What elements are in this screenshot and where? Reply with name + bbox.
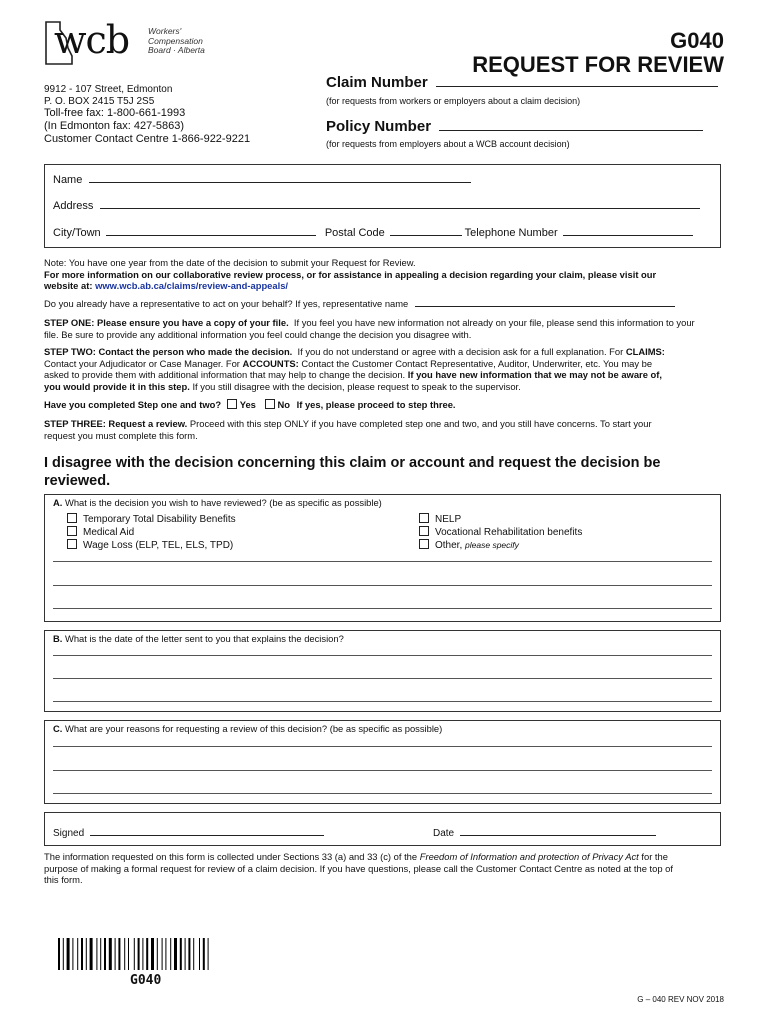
privacy-act: Freedom of Information and protection of Privacy Act xyxy=(419,851,639,862)
step-one-title: STEP ONE: Please ensure you have a copy of your file. xyxy=(44,317,289,328)
city-label: City/Town xyxy=(53,227,101,239)
option-wage-loss-label: Wage Loss (ELP, TEL, ELS, TPD) xyxy=(83,540,234,551)
barcode-bar xyxy=(151,938,154,970)
privacy-line-2: purpose of making a formal request for review of a claim decision. If you have questions, please call the Customer Contact Centre as noted at the top of xyxy=(44,862,673,874)
policy-number-field[interactable] xyxy=(439,121,703,131)
option-medical-aid-label: Medical Aid xyxy=(83,527,135,538)
logo-line-3: Board · Alberta xyxy=(148,45,205,55)
option-wage-loss[interactable] xyxy=(67,539,236,552)
privacy-line-1a: The information requested on this form is collected under Sections 33 (a) and 33 (c) of the xyxy=(44,851,418,862)
barcode-bar xyxy=(174,938,177,970)
section-a-question: What is the decision you wish to have reviewed? (be as specific as possible) xyxy=(64,497,382,508)
barcode-bar xyxy=(170,938,171,970)
section-b-line-1[interactable] xyxy=(53,655,712,656)
option-ttd-label: Temporary Total Disability Benefits xyxy=(83,514,236,525)
name-label: Name xyxy=(53,174,83,186)
website-label: website at: xyxy=(44,280,93,291)
option-vocational-label: Vocational Rehabilitation benefits xyxy=(435,527,583,538)
address-field[interactable] xyxy=(100,199,700,209)
section-c-line-2[interactable] xyxy=(53,770,712,771)
option-ttd[interactable] xyxy=(67,513,236,526)
postal-field[interactable] xyxy=(390,226,462,236)
privacy-statement xyxy=(44,851,730,886)
barcode-bar xyxy=(142,938,143,970)
barcode-bar xyxy=(138,938,140,970)
logo-line-1: Workers' xyxy=(148,26,182,36)
wcb-address xyxy=(44,84,250,146)
barcode-bar xyxy=(86,938,87,970)
yes-checkbox[interactable] xyxy=(227,399,237,409)
policy-note: (for requests from employers about a WCB account decision) xyxy=(326,139,570,149)
proceed-text: If yes, please proceed to step three. xyxy=(296,399,456,410)
barcode-bar xyxy=(199,938,200,970)
barcode-bar xyxy=(104,938,106,970)
step-two-text-1: If you do not understand or agree with a decision ask for a full explanation. For xyxy=(297,346,624,357)
barcode-bar xyxy=(90,938,93,970)
step-two-line-3b: If you have new information that we may not be aware of, xyxy=(407,369,662,380)
option-nelp[interactable] xyxy=(419,513,582,526)
barcode-bar xyxy=(134,938,135,970)
claims-label: CLAIMS: xyxy=(625,346,665,357)
step-two-line-3a: asked to provide them with additional information that may help to change the decision. xyxy=(44,369,406,380)
step-two-line-2a: Contact your Adjudicator or Case Manager. For xyxy=(44,357,240,369)
option-medical-aid[interactable] xyxy=(67,526,236,539)
section-a-line-2[interactable] xyxy=(53,585,712,586)
step-one xyxy=(44,317,724,340)
barcode-bar xyxy=(162,938,163,970)
contact-info-box xyxy=(44,164,721,248)
completed-question-row xyxy=(44,399,456,411)
no-checkbox[interactable] xyxy=(265,399,275,409)
logo-wordmark: wcb xyxy=(54,18,130,62)
barcode-bar xyxy=(188,938,190,970)
barcode-bar xyxy=(165,938,166,970)
option-nelp-label: NELP xyxy=(435,514,462,525)
step-two xyxy=(44,346,724,392)
barcode-bar xyxy=(128,938,129,970)
barcode-bar xyxy=(67,938,70,970)
note-deadline: Note: You have one year from the date of the decision to submit your Request for Review. xyxy=(44,257,416,268)
barcode-bar xyxy=(109,938,112,970)
barcode-bar xyxy=(118,938,120,970)
postal-label: Postal Code xyxy=(324,227,385,239)
barcode-bar xyxy=(72,938,73,970)
address-street: 9912 - 107 Street, Edmonton xyxy=(44,84,173,95)
step-one-text-2: file. Be sure to provide any additional information you feel could change the decision you disagree with. xyxy=(44,328,472,340)
barcode-bar xyxy=(58,938,60,970)
barcode-bar xyxy=(208,938,209,970)
signed-field[interactable] xyxy=(90,826,324,836)
wcb-logo xyxy=(38,20,218,68)
yes-label: Yes xyxy=(239,399,256,410)
option-wage-loss-checkbox[interactable] xyxy=(67,539,77,549)
barcode-bar xyxy=(96,938,97,970)
claim-number-label: Claim Number xyxy=(326,74,428,91)
no-label: No xyxy=(277,399,290,410)
section-b-line-2[interactable] xyxy=(53,678,712,679)
address-edmonton-fax: (In Edmonton fax: 427-5863) xyxy=(44,120,185,132)
barcode-bar xyxy=(81,938,83,970)
step-two-line-4a: you would provide it in this step. xyxy=(44,380,190,392)
section-a-line-3[interactable] xyxy=(53,608,712,609)
barcode-bar xyxy=(146,938,148,970)
signed-label: Signed xyxy=(53,828,85,839)
form-title: REQUEST FOR REVIEW xyxy=(472,52,724,77)
section-c-line-3[interactable] xyxy=(53,793,712,794)
step-two-title: STEP TWO: Contact the person who made the decision. xyxy=(44,346,293,357)
website-link[interactable]: www.wcb.ab.ca/claims/review-and-appeals/ xyxy=(95,280,289,291)
section-b-box xyxy=(44,630,721,712)
date-field[interactable] xyxy=(460,826,656,836)
barcode-bar xyxy=(115,938,116,970)
step-three-title: STEP THREE: Request a review. xyxy=(44,418,188,429)
claim-number-field[interactable] xyxy=(436,77,718,87)
signature-box xyxy=(44,812,721,846)
section-b-question: What is the date of the letter sent to you that explains the decision? xyxy=(64,633,344,644)
barcode xyxy=(58,938,242,970)
section-b-letter: B. xyxy=(53,633,63,644)
barcode-bar xyxy=(124,938,125,970)
policy-number-label: Policy Number xyxy=(326,118,432,135)
section-a-box xyxy=(44,494,721,622)
step-three-text-1: Proceed with this step ONLY if you have completed step one and two, and you still have concerns. To start your xyxy=(189,418,652,429)
section-b-line-3[interactable] xyxy=(53,701,712,702)
other-hint: please specify xyxy=(465,540,519,550)
section-a-line-1[interactable] xyxy=(53,561,712,562)
privacy-line-1b: for the xyxy=(641,851,668,862)
address-fax: Toll-free fax: 1-800-661-1993 xyxy=(44,107,186,119)
completed-question: Have you completed Step one and two? xyxy=(44,399,222,410)
step-two-line-4b: If you still disagree with the decision, please request to speak to the supervisor. xyxy=(192,380,521,392)
barcode-bar xyxy=(157,938,158,970)
option-nelp-checkbox[interactable] xyxy=(419,513,429,523)
footer-form-code: G – 040 REV NOV 2018 xyxy=(637,995,724,1004)
step-three xyxy=(44,418,724,441)
disagree-line-2: reviewed. xyxy=(44,473,111,489)
section-c-letter: C. xyxy=(53,723,63,734)
address-label: Address xyxy=(53,200,94,212)
barcode-bar xyxy=(100,938,101,970)
section-a-letter: A. xyxy=(53,497,63,508)
section-c-box xyxy=(44,720,721,804)
barcode-text: G040 xyxy=(130,973,162,988)
name-field[interactable] xyxy=(89,173,471,183)
section-c-line-1[interactable] xyxy=(53,746,712,747)
barcode-bar xyxy=(193,938,194,970)
disagree-heading xyxy=(44,454,734,490)
barcode-bar xyxy=(77,938,78,970)
representative-field[interactable] xyxy=(415,298,675,307)
option-ttd-checkbox[interactable] xyxy=(67,513,77,523)
privacy-line-3: this form. xyxy=(44,874,83,885)
phone-field[interactable] xyxy=(563,226,693,236)
more-info-text: For more information on our collaborative review process, or for assistance in appealing a decision regarding your claim, please visit our xyxy=(44,268,657,280)
form-code: G040 xyxy=(670,28,724,53)
option-other-label: Other, xyxy=(435,540,463,551)
option-medical-aid-checkbox[interactable] xyxy=(67,526,77,536)
city-field[interactable] xyxy=(106,226,316,236)
option-other-checkbox[interactable] xyxy=(419,539,429,549)
address-pobox: P. O. BOX 2415 T5J 2S5 xyxy=(44,95,155,107)
barcode-bar xyxy=(63,938,64,970)
date-label: Date xyxy=(433,828,455,839)
step-one-text-1: If you feel you have new information not already on your file, please send this information to your xyxy=(293,317,695,328)
barcode-bar xyxy=(185,938,186,970)
option-vocational[interactable] xyxy=(419,526,582,539)
disagree-line-1: I disagree with the decision concerning this claim or account and request the decision be xyxy=(44,455,661,471)
claim-note: (for requests from workers or employers about a claim decision) xyxy=(326,96,581,106)
option-vocational-checkbox[interactable] xyxy=(419,526,429,536)
representative-question: Do you already have a representative to act on your behalf? If yes, representative name xyxy=(44,298,409,309)
step-two-line-2b: Contact the Customer Contact Representative, Auditor, Underwriter, etc. You may be xyxy=(301,357,653,369)
barcode-bar xyxy=(180,938,182,970)
step-three-text-2: request you must complete this form. xyxy=(44,429,198,441)
accounts-label: ACCOUNTS: xyxy=(242,357,299,369)
address-contact: Customer Contact Centre 1-866-922-9221 xyxy=(44,133,251,145)
logo-line-2: Compensation xyxy=(148,35,203,46)
section-c-question: What are your reasons for requesting a review of this decision? (be as specific as possible) xyxy=(64,723,443,734)
barcode-bar xyxy=(203,938,205,970)
phone-label: Telephone Number xyxy=(464,227,558,239)
option-other[interactable] xyxy=(419,539,582,552)
